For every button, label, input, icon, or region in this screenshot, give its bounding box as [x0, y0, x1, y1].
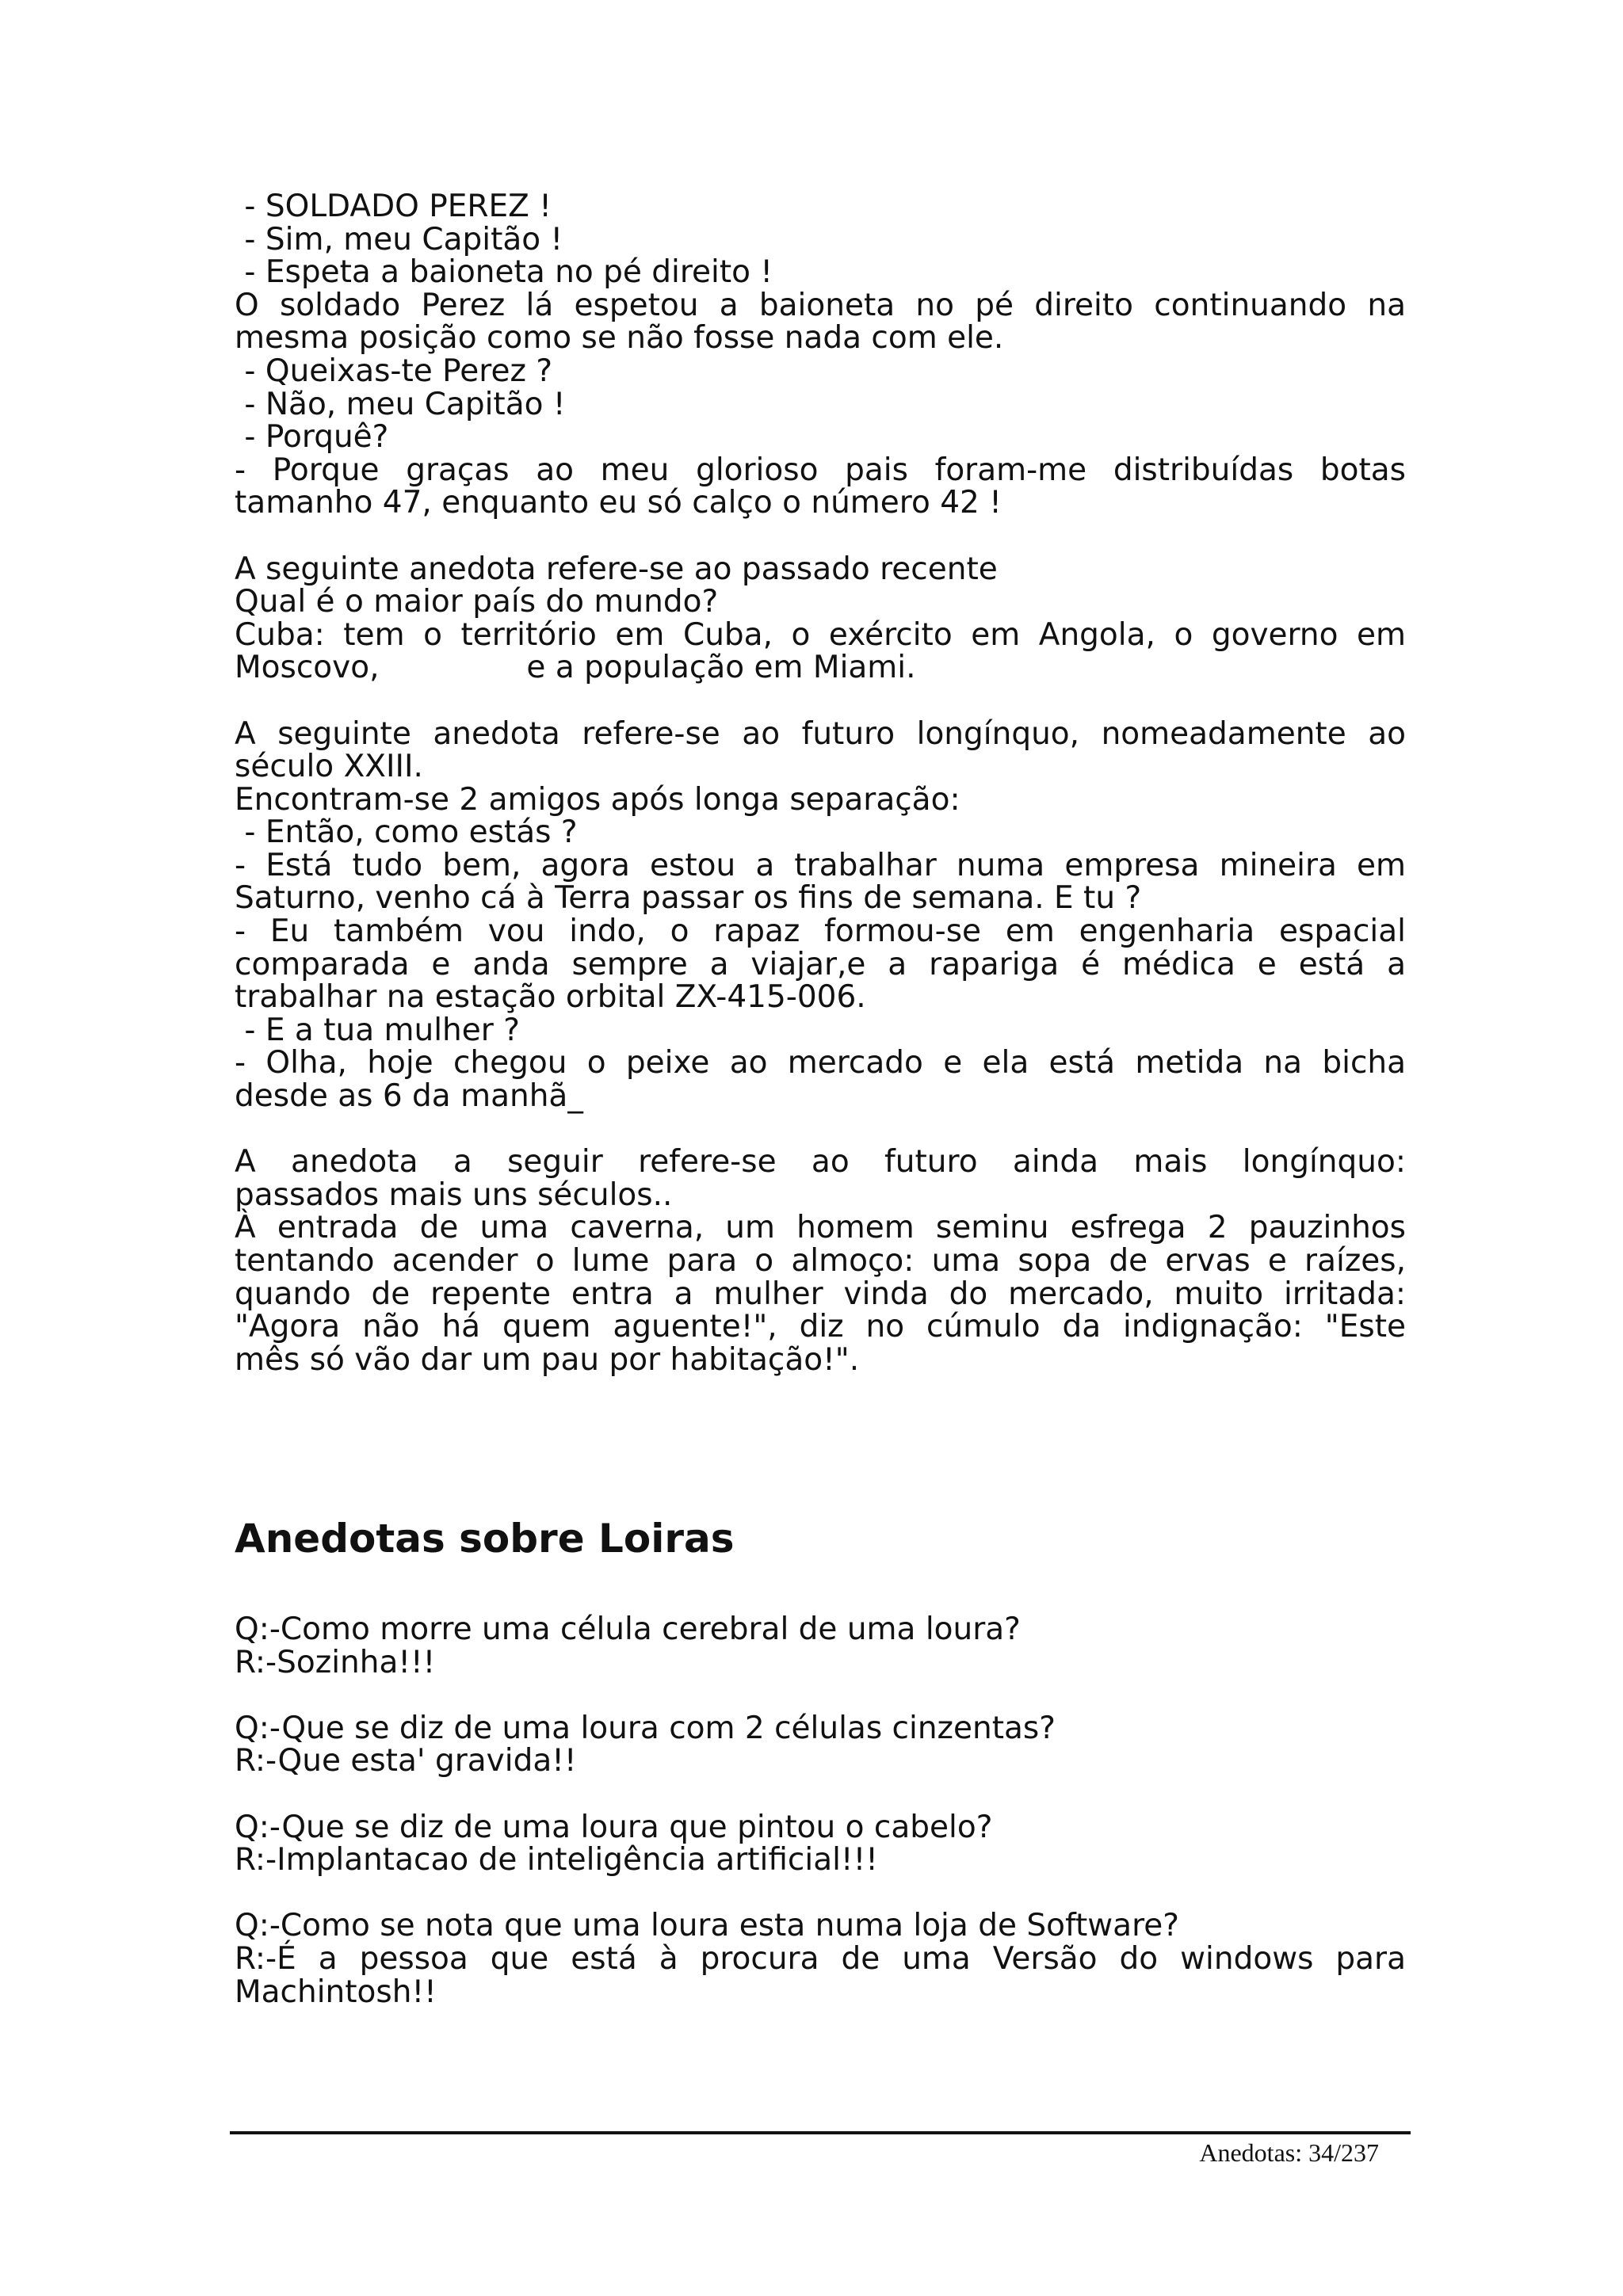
text-line: Encontram-se 2 amigos após longa separação: — [235, 781, 960, 818]
paragraph-gap — [235, 1877, 1406, 1910]
text-line: - E a tua mulher ? — [235, 1012, 520, 1048]
answer-line: R:-Sozinha!!! — [235, 1644, 436, 1680]
page-number: Anedotas: 34/237 — [1199, 2138, 1379, 2167]
text-line: trabalhar na estação orbital ZX-415-006. — [235, 979, 866, 1016]
joke-far-future — [235, 1146, 1406, 1376]
text-line: - Está tudo bem, agora estou a trabalhar numa empresa mineira em — [235, 847, 1406, 883]
text-line: tentando acender o lume para o almoço: uma sopa de ervas e raízes, — [235, 1243, 1406, 1279]
joke-future — [235, 715, 1406, 1115]
question-line: Q:-Que se diz de uma loura com 2 células cinzentas? — [235, 1710, 1056, 1746]
answer-line: R:-Que esta' gravida!! — [235, 1743, 577, 1779]
text-line: - Sim, meu Capitão ! — [235, 221, 563, 257]
answer-line: R:-É a pessoa que está à procura de uma Versão do windows para — [235, 1940, 1406, 1977]
paragraph-gap — [235, 1113, 1406, 1146]
question-line: Q:-Como morre uma célula cerebral de uma loura? — [235, 1611, 1021, 1647]
body-text-lower — [235, 1613, 1406, 2008]
text-line: mesma posição como se não fosse nada com ele. — [235, 320, 1004, 357]
section-heading: Anedotas sobre Loiras — [235, 1516, 735, 1562]
text-line: À entrada de uma caverna, um homem seminu esfrega 2 pauzinhos — [235, 1210, 1406, 1246]
paragraph-gap — [235, 1679, 1406, 1712]
question-line: Q:-Como se nota que uma loura esta numa loja de Software? — [235, 1908, 1179, 1944]
qa-item — [235, 1613, 1406, 1679]
joke-soldier — [235, 190, 1406, 520]
paragraph-gap — [235, 685, 1406, 718]
text-line: "Agora não há quem aguente!", diz no cúmulo da indignação: "Este — [235, 1309, 1406, 1345]
text-line: desde as 6 da manhã_ — [235, 1078, 583, 1115]
text-line: A seguinte anedota refere-se ao futuro longínquo, nomeadamente ao — [235, 715, 1406, 752]
footer-divider — [230, 2131, 1411, 2134]
text-line: - Eu também vou indo, o rapaz formou-se em engenharia espacial — [235, 913, 1406, 950]
text-line: - Não, meu Capitão ! — [235, 386, 566, 422]
text-line: - Então, como estás ? — [235, 814, 578, 851]
text-line: comparada e anda sempre a viajar,e a rapariga é médica e está a — [235, 946, 1406, 982]
text-line: - Porque graças ao meu glorioso pais foram-me distribuídas botas — [235, 452, 1406, 488]
text-line: A seguinte anedota refere-se ao passado recente — [235, 551, 998, 587]
text-line: passados mais uns séculos.. — [235, 1177, 673, 1213]
text-line: século XXIII. — [235, 749, 423, 785]
text-line: Saturno, venho cá à Terra passar os fins de semana. E tu ? — [235, 880, 1142, 917]
text-line: O soldado Perez lá espetou a baioneta no pé direito continuando na — [235, 287, 1406, 323]
text-line: - SOLDADO PEREZ ! — [235, 189, 552, 224]
body-text-upper — [235, 190, 1406, 1376]
qa-item — [235, 1811, 1406, 1877]
answer-line: Machintosh!! — [235, 1974, 437, 2010]
text-line: - Olha, hoje chegou o peixe ao mercado e ela está metida na bicha — [235, 1045, 1406, 1081]
text-line: quando de repente entra a mulher vinda do mercado, muito irritada: — [235, 1276, 1406, 1312]
text-line: mês só vão dar um pau por habitação!". — [235, 1341, 860, 1378]
question-line: Q:-Que se diz de uma loura que pintou o cabelo? — [235, 1809, 993, 1845]
paragraph-gap — [235, 1778, 1406, 1811]
text-line: - Queixas-te Perez ? — [235, 353, 553, 389]
qa-item — [235, 1909, 1406, 2008]
paragraph-gap — [235, 520, 1406, 553]
qa-item — [235, 1712, 1406, 1778]
text-line: - Espeta a baioneta no pé direito ! — [235, 254, 773, 291]
text-line: Moscovo, e a população em Miami. — [235, 650, 916, 686]
answer-line: R:-Implantacao de inteligência artificial!!! — [235, 1842, 878, 1878]
joke-biggest-country — [235, 553, 1406, 685]
text-line: Cuba: tem o território em Cuba, o exército em Angola, o governo em — [235, 616, 1406, 653]
text-line: A anedota a seguir refere-se ao futuro ainda mais longínquo: — [235, 1144, 1406, 1180]
text-line: - Porquê? — [235, 419, 389, 456]
text-line: Qual é o maior país do mundo? — [235, 584, 719, 620]
text-line: tamanho 47, enquanto eu só calço o número 42 ! — [235, 485, 1002, 521]
